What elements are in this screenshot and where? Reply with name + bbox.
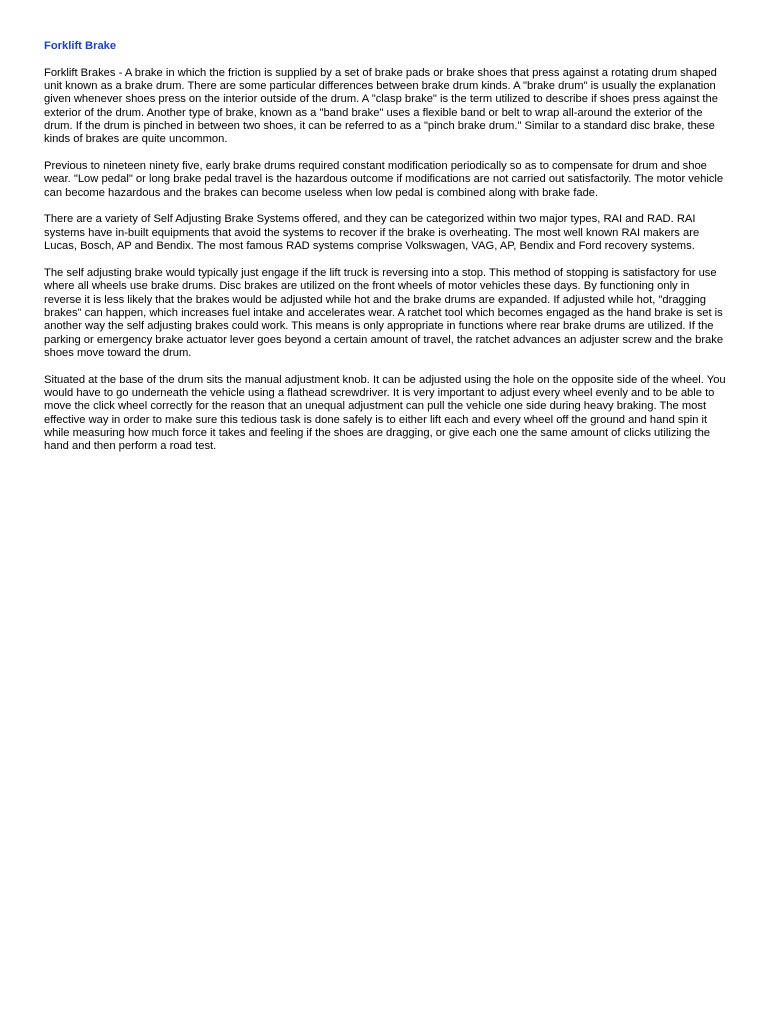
- paragraph-manual-adjustment: Situated at the base of the drum sits the manual adjustment knob. It can be adjusted using the hole on the opposite side of the wheel. You would have to go underneath the vehicle using a flathead screwdriver. It is very important to adjust every wheel evenly and to be able to move the click wheel correctly for the reason that an unequal adjustment can pull the vehicle one side during heavy braking. The most effective way in order to make sure this tedious task is done safely is to either lift each and every wheel off the ground and hand spin it while measuring how much force it takes and feeling if the shoes are dragging, or give each one the same amount of clicks utilizing the hand and then perform a road test.: [44, 373, 726, 453]
- paragraph-intro: Forklift Brakes - A brake in which the friction is supplied by a set of brake pads or brake shoes that press against a rotating drum shaped unit known as a brake drum. There are some particular differences between brake drum kinds. A "brake drum" is usually the explanation given whenever shoes press on the interior outside of the drum. A "clasp brake" is the term utilized to describe if shoes press against the exterior of the drum. Another type of brake, known as a "band brake" uses a flexible band or belt to wrap all-around the exterior of the drum. If the drum is pinched in between two shoes, it can be referred to as a "pinch brake drum." Similar to a standard disc brake, these kinds of brakes are quite uncommon.: [44, 66, 718, 146]
- document-page: [44, 38, 728, 467]
- paragraph-systems: There are a variety of Self Adjusting Brake Systems offered, and they can be categorized within two major types, RAI and RAD. RAI systems have in-built equipments that avoid the systems to recover if the brake is overheating. The most well known RAI makers are Lucas, Bosch, AP and Bendix. The most famous RAD systems comprise Volkswagen, VAG, AP, Bendix and Ford recovery systems.: [44, 213, 700, 253]
- document-title: Forklift Brake: [44, 40, 117, 52]
- paragraph-self-adjusting: The self adjusting brake would typically just engage if the lift truck is reversing into a stop. This method of stopping is satisfactory for use where all wheels use brake drums. Disc brakes are utilized on the front wheels of motor vehicles these days. By functioning only in reverse it is less likely that the brakes would be adjusted while hot and the brake drums are expanded. If adjusted while hot, "dragging brakes" can happen, which increases fuel intake and accelerates wear. A ratchet tool which becomes engaged as the hand brake is set is another way the self adjusting brakes could work. This means is only appropriate in functions where rear brake drums are utilized. If the parking or emergency brake actuator lever goes beyond a certain amount of travel, the ratchet advances an adjuster screw and the brake shoes move toward the drum.: [44, 266, 724, 359]
- paragraph-history: Previous to nineteen ninety five, early brake drums required constant modification periodically so as to compensate for drum and shoe wear. "Low pedal" or long brake pedal travel is the hazardous outcome if modifications are not carried out satisfactorily. The motor vehicle can become hazardous and the brakes can become useless when low pedal is combined along with brake fade.: [44, 160, 724, 199]
